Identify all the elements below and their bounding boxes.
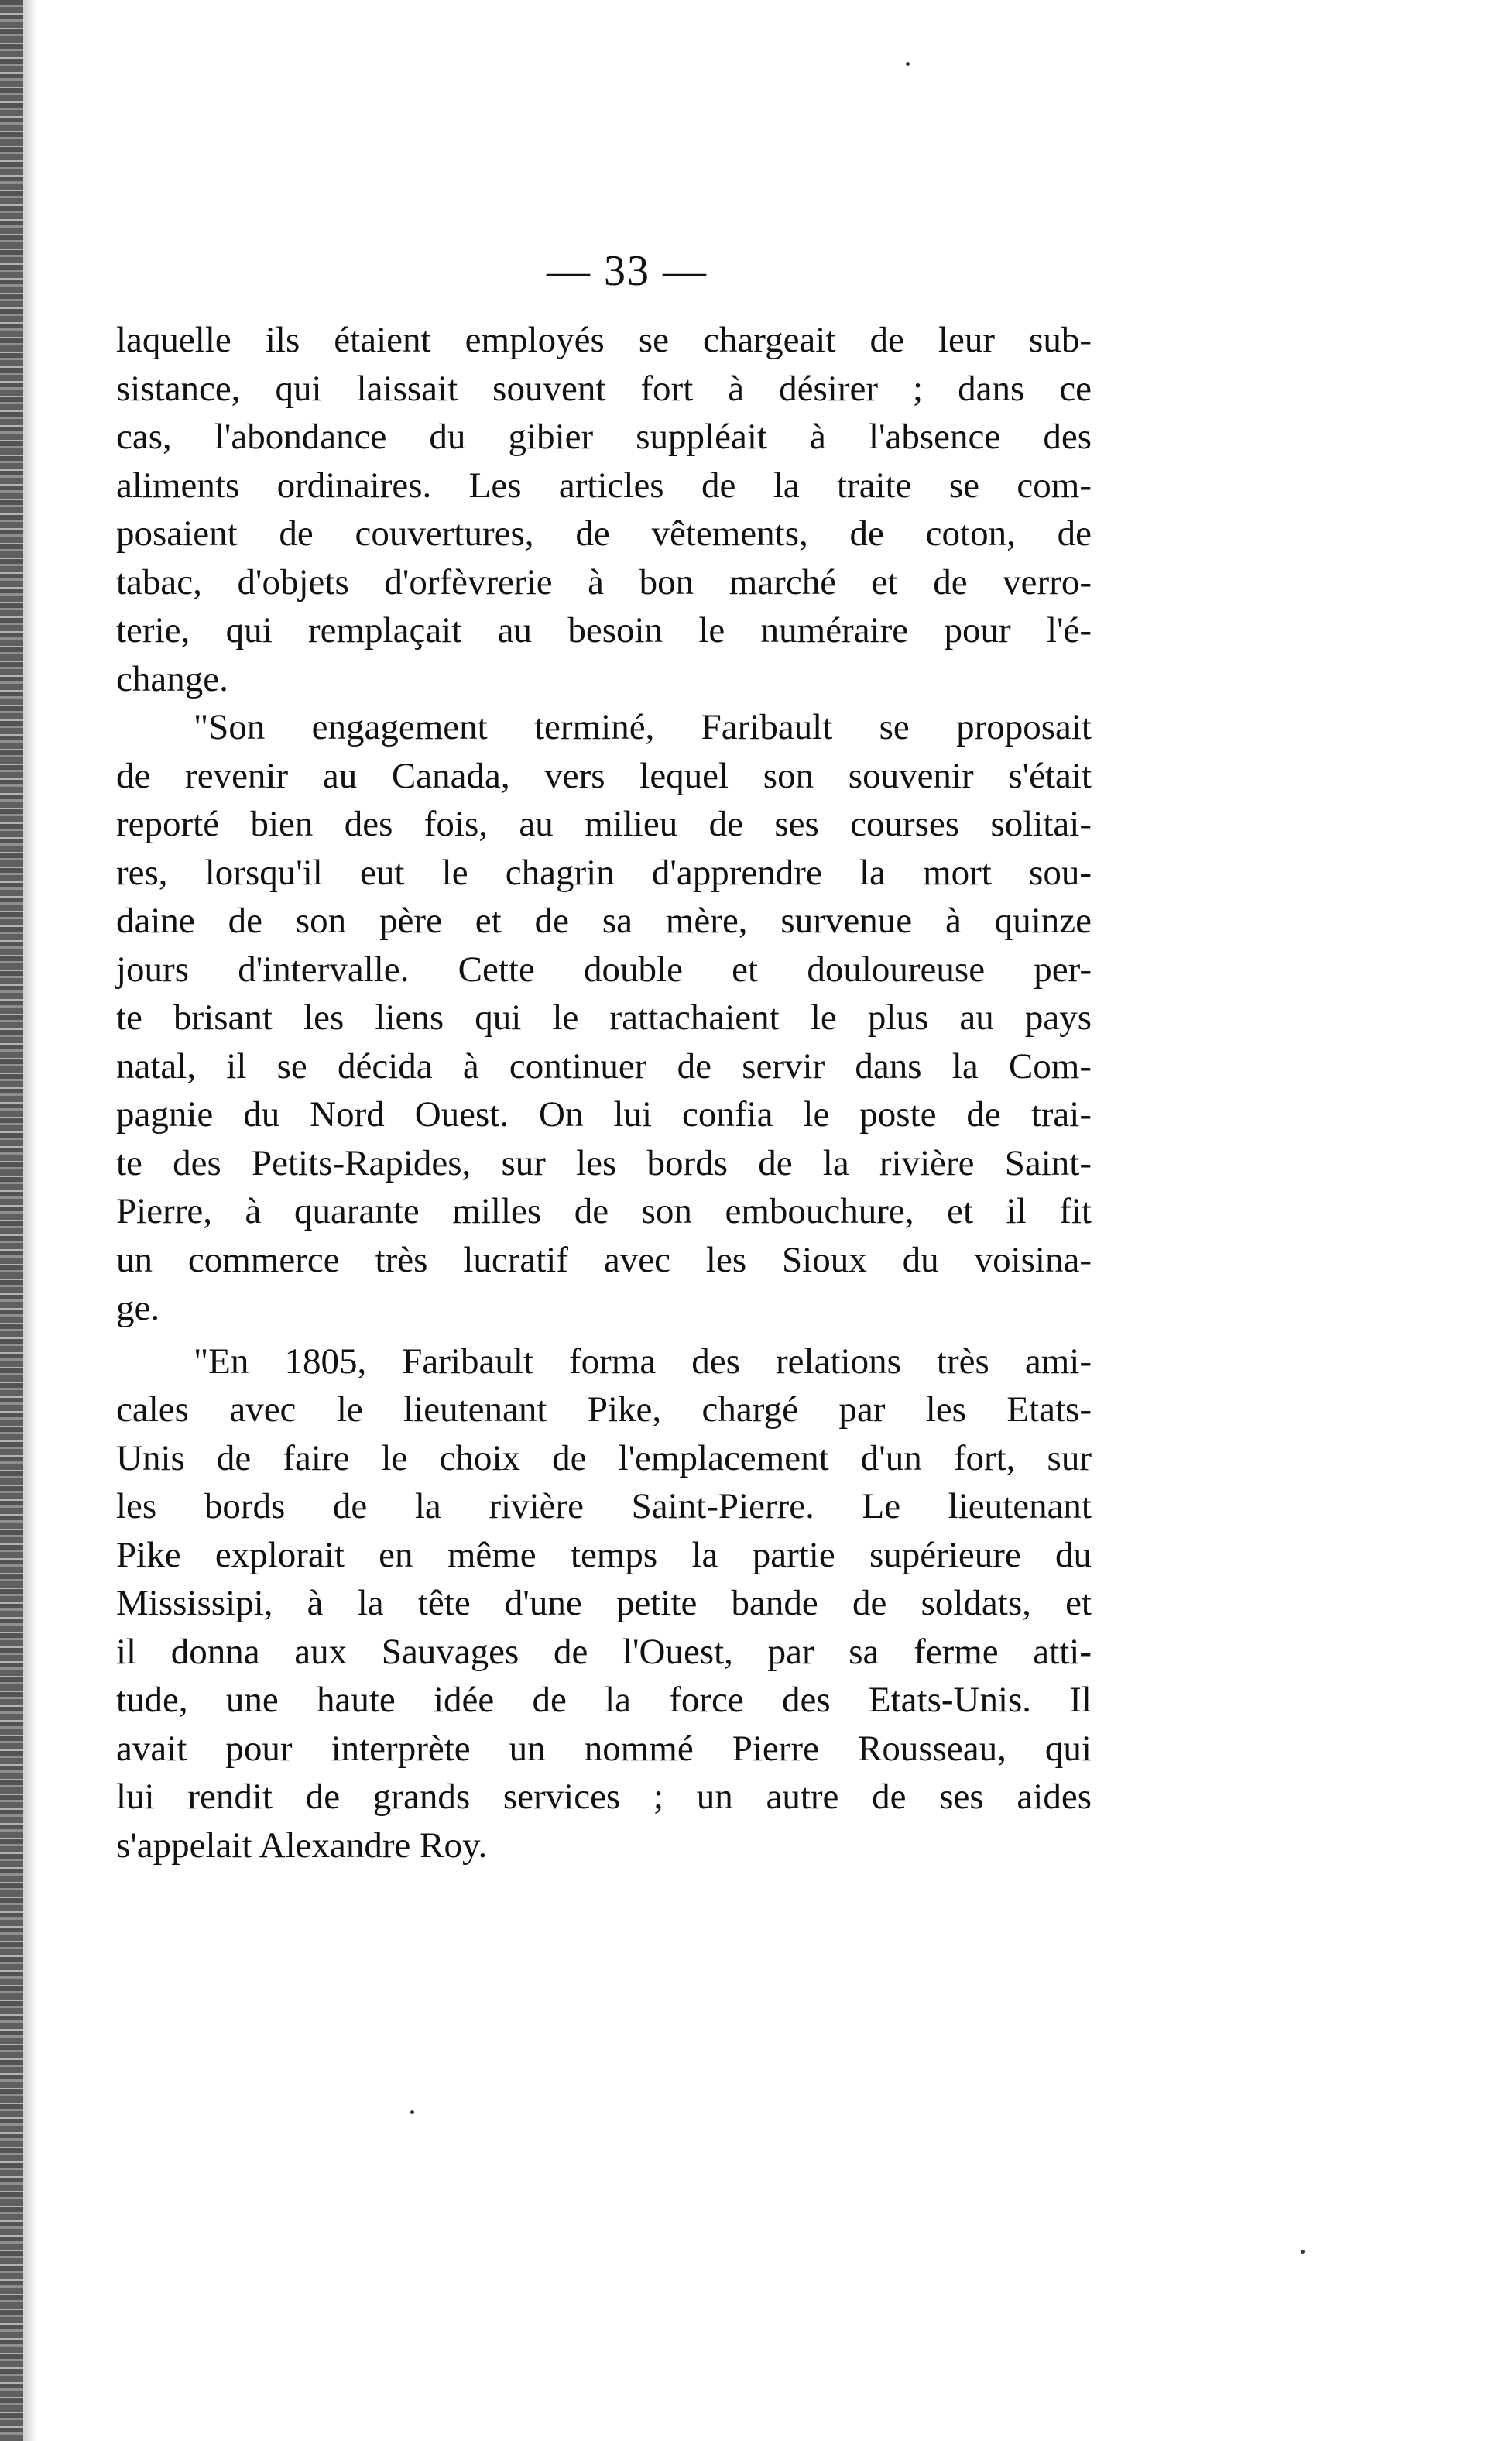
text-line: tabac, d'objets d'orfèvrerie à bon marché et de verro- xyxy=(116,561,1092,603)
text-line: cas, l'abondance du gibier suppléait à l'absence des xyxy=(116,417,1092,457)
text-line: reporté bien des fois, au milieu de ses courses solitai- xyxy=(116,804,1092,844)
text-line: cales avec le lieutenant Pike, chargé par les Etats- xyxy=(116,1389,1092,1430)
page-number: — 33 — xyxy=(547,247,708,295)
text-line: terie, qui remplaçait au besoin le numéraire pour l'é- xyxy=(116,610,1092,651)
text-line: de revenir au Canada, vers lequel son souvenir s'était xyxy=(116,755,1092,796)
text-line: Unis de faire le choix de l'emplacement d'un fort, sur xyxy=(116,1437,1092,1478)
text-line: pagnie du Nord Ouest. On lui confia le poste de trai- xyxy=(116,1094,1092,1135)
text-line: "En 1805, Faribault forma des relations très ami- xyxy=(194,1341,1092,1382)
body-text xyxy=(116,316,1092,1869)
binding-edge xyxy=(0,0,23,2441)
text-line: laquelle ils étaient employés se chargeait de leur sub- xyxy=(116,320,1092,360)
scan-speck xyxy=(1301,2250,1305,2254)
text-line: te brisant les liens qui le rattachaient le plus au pays xyxy=(116,997,1092,1038)
text-line: jours d'intervalle. Cette double et douloureuse per- xyxy=(116,949,1092,990)
paragraph-2 xyxy=(116,703,1092,1333)
text-line: aliments ordinaires. Les articles de la traite se com- xyxy=(116,465,1092,506)
text-line: sistance, qui laissait souvent fort à désirer ; dans ce xyxy=(116,368,1092,409)
text-line: natal, il se décida à continuer de servir dans la Com- xyxy=(116,1045,1092,1087)
text-line: tude, une haute idée de la force des Etats-Unis. Il xyxy=(116,1680,1092,1720)
scan-speck xyxy=(906,62,910,66)
text-line: te des Petits-Rapides, sur les bords de la rivière Saint- xyxy=(116,1142,1092,1183)
text-line: Pike explorait en même temps la partie supérieure du xyxy=(116,1534,1092,1575)
text-line: res, lorsqu'il eut le chagrin d'apprendre la mort sou- xyxy=(116,852,1092,893)
text-line: avait pour interprète un nommé Pierre Rousseau, qui xyxy=(116,1728,1092,1769)
paragraph-1 xyxy=(116,316,1092,703)
text-line: "Son engagement terminé, Faribault se proposait xyxy=(194,707,1092,747)
text-line: Pierre, à quarante milles de son embouchure, et il fit xyxy=(116,1191,1092,1231)
text-line: change. xyxy=(116,658,228,699)
text-line: Mississipi, à la tête d'une petite bande de soldats, et xyxy=(116,1583,1092,1623)
text-line: un commerce très lucratif avec les Sioux du voisina- xyxy=(116,1239,1092,1280)
text-line: lui rendit de grands services ; un autre de ses aides xyxy=(116,1777,1092,1817)
text-line: s'appelait Alexandre Roy. xyxy=(116,1825,488,1866)
text-line: il donna aux Sauvages de l'Ouest, par sa ferme atti- xyxy=(116,1631,1092,1672)
text-line: daine de son père et de sa mère, survenue à quinze xyxy=(116,901,1092,941)
text-line: les bords de la rivière Saint-Pierre. Le lieutenant xyxy=(116,1486,1092,1526)
text-line: posaient de couvertures, de vêtements, de coton, de xyxy=(116,513,1092,554)
scan-speck xyxy=(410,2110,414,2114)
paragraph-3 xyxy=(116,1337,1092,1870)
text-line: ge. xyxy=(116,1288,160,1328)
